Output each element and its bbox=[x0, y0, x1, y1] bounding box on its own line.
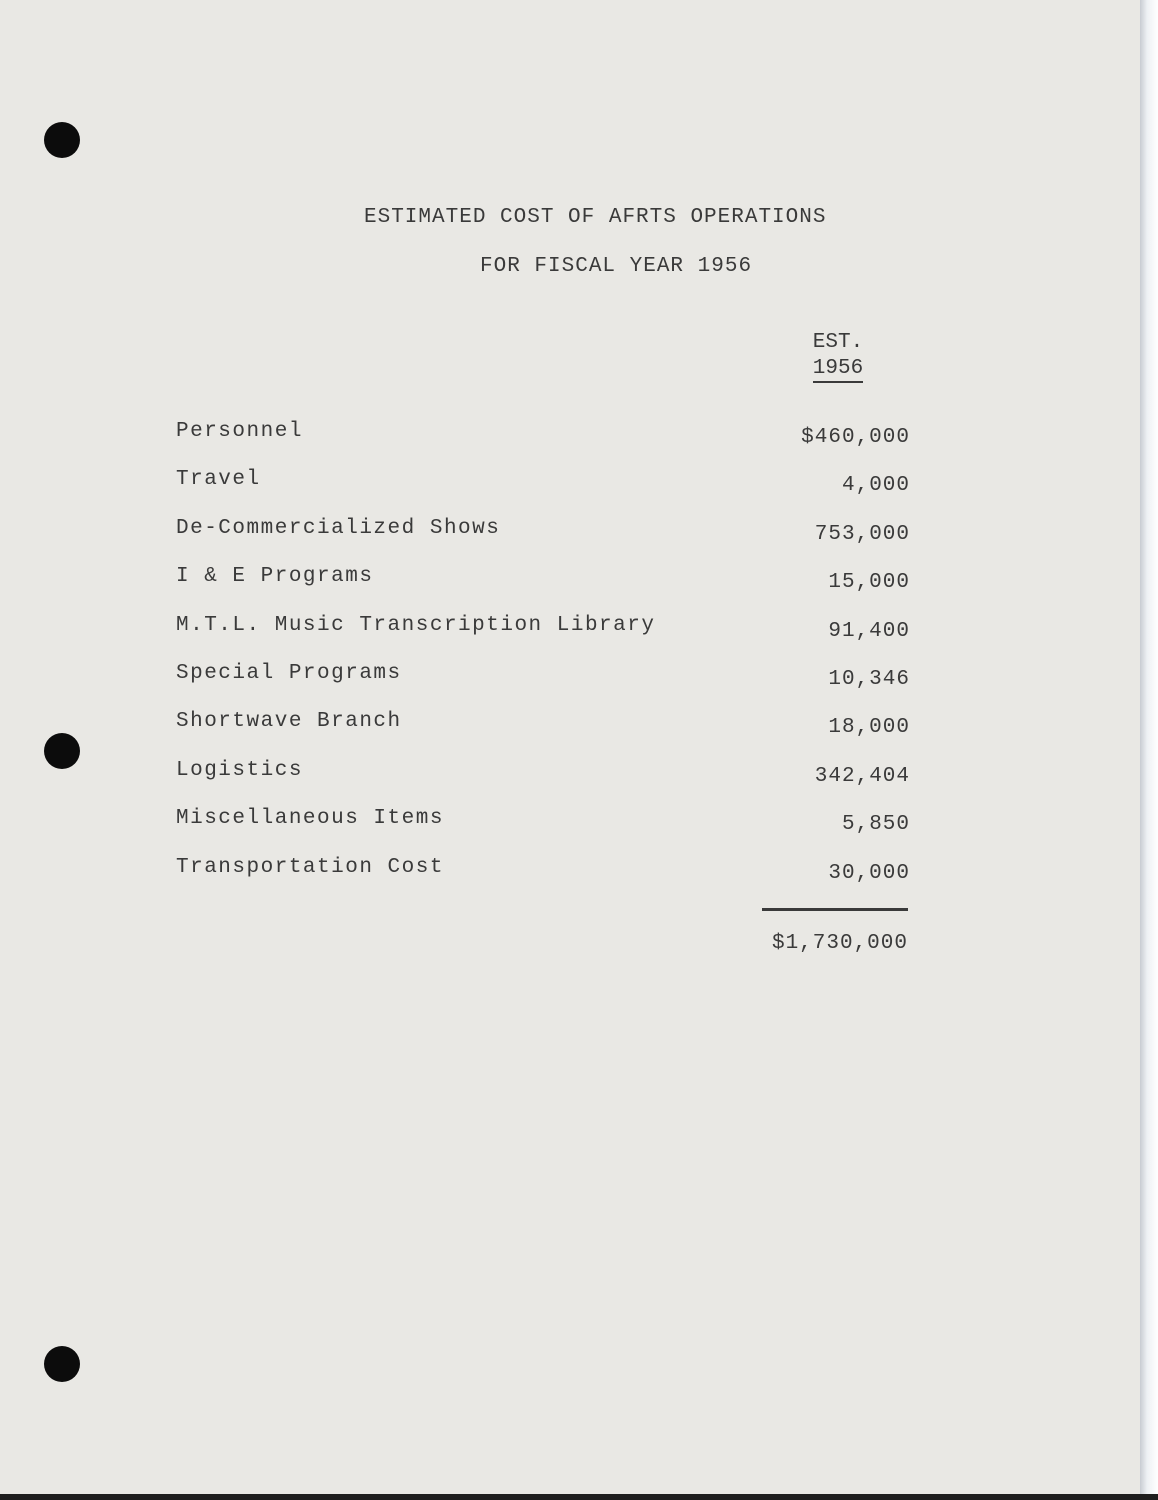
table-row bbox=[0, 662, 1140, 710]
row-label: De-Commercialized Shows bbox=[176, 516, 501, 540]
row-amount: 10,346 bbox=[828, 667, 910, 691]
document-subtitle: FOR FISCAL YEAR 1956 bbox=[480, 255, 753, 278]
row-amount: 753,000 bbox=[814, 522, 910, 546]
scan-edge-right bbox=[1140, 0, 1158, 1500]
row-amount: 18,000 bbox=[828, 716, 910, 740]
total-amount: $1,730,000 bbox=[771, 932, 908, 955]
table-row bbox=[0, 565, 1140, 613]
table-row bbox=[0, 759, 1140, 807]
cost-table bbox=[0, 420, 1140, 904]
document-title: ESTIMATED COST OF AFRTS OPERATIONS bbox=[364, 206, 827, 229]
row-label: I & E Programs bbox=[176, 565, 374, 589]
punch-hole-bottom bbox=[44, 1346, 80, 1382]
row-amount: 342,404 bbox=[814, 764, 910, 788]
row-amount: 15,000 bbox=[828, 571, 910, 595]
row-label: Transportation Cost bbox=[176, 855, 444, 879]
table-row bbox=[0, 710, 1140, 758]
row-label: Logistics bbox=[176, 758, 303, 782]
table-row bbox=[0, 807, 1140, 855]
row-amount: $460,000 bbox=[801, 426, 910, 449]
scan-edge-bottom bbox=[0, 1494, 1158, 1500]
table-row bbox=[0, 420, 1140, 468]
table-row bbox=[0, 614, 1140, 662]
row-label: Personnel bbox=[176, 420, 303, 443]
row-label: Travel bbox=[176, 468, 261, 492]
table-row bbox=[0, 856, 1140, 904]
row-label: Shortwave Branch bbox=[176, 710, 402, 734]
table-row bbox=[0, 517, 1140, 565]
row-amount: 91,400 bbox=[828, 619, 910, 643]
column-header-year: 1956 bbox=[813, 358, 863, 383]
row-label: M.T.L. Music Transcription Library bbox=[176, 613, 656, 637]
total-divider bbox=[762, 908, 908, 911]
column-header-line1: EST. bbox=[812, 331, 864, 354]
column-header bbox=[806, 330, 870, 383]
punch-hole-top bbox=[44, 122, 80, 158]
row-amount: 4,000 bbox=[841, 474, 910, 498]
table-row bbox=[0, 468, 1140, 516]
row-label: Miscellaneous Items bbox=[176, 807, 444, 831]
row-amount: 30,000 bbox=[828, 861, 910, 885]
row-amount: 5,850 bbox=[841, 813, 910, 837]
row-label: Special Programs bbox=[176, 661, 402, 685]
